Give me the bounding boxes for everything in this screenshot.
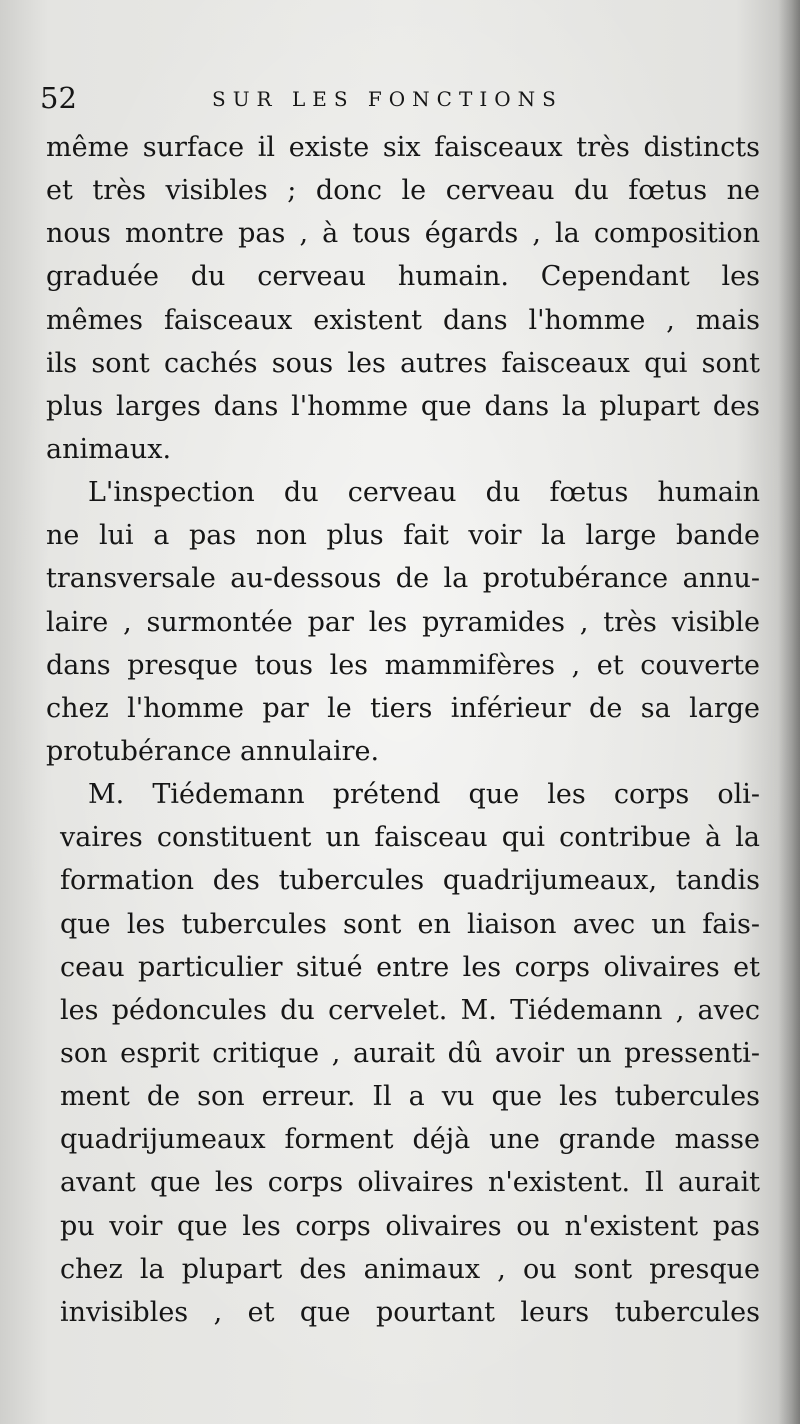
text-line: plus larges dans l'homme que dans la plupart des [46,390,760,422]
text-line: protubérance annulaire. [46,735,380,767]
body-text [46,126,760,1334]
text-line: transversale au-dessous de la protubérance annu- [46,563,760,595]
text-line: animaux. [46,433,172,465]
page-number: 52 [40,81,77,115]
text-line: vaires constituent un faisceau qui contribue à la [60,822,760,854]
text-line: pu voir que les corps olivaires ou n'existent pas [60,1210,760,1242]
text-line: que les tubercules sont en liaison avec un fais- [60,908,760,940]
text-line: ne lui a pas non plus fait voir la large bande [46,520,760,552]
text-line: dans presque tous les mammifères , et couverte [46,649,760,681]
text-line: chez l'homme par le tiers inférieur de sa large [46,692,760,724]
text-line: quadrijumeaux forment déjà une grande masse [60,1124,760,1156]
text-line: nous montre pas , à tous égards , la composition [46,218,760,250]
text-line: ment de son erreur. Il a vu que les tubercules [60,1081,760,1113]
text-line: graduée du cerveau humain. Cependant les [46,261,760,293]
text-line: avant que les corps olivaires n'existent. Il aurait [60,1167,760,1199]
text-line: ils sont cachés sous les autres faisceaux qui sont [46,347,760,379]
paragraph-first-line: M. Tiédemann prétend que les corps oli- [88,779,760,811]
text-line: mêmes faisceaux existent dans l'homme , mais [46,304,760,336]
text-line: formation des tubercules quadrijumeaux, tandis [60,865,760,897]
text-line: ceau particulier situé entre les corps olivaires et [60,951,760,983]
running-head: SUR LES FONCTIONS [212,87,563,111]
text-line: les pédoncules du cervelet. M. Tiédemann , avec [60,994,760,1026]
text-line: même surface il existe six faisceaux très distincts [46,132,760,163]
text-line: et très visibles ; donc le cerveau du fœtus ne [46,175,760,207]
text-line: laire , surmontée par les pyramides , très visible [46,606,760,638]
text-line: son esprit critique , aurait dû avoir un pressenti- [60,1037,760,1069]
text-line: chez la plupart des animaux , ou sont presque [60,1253,760,1285]
text-line: invisibles , et que pourtant leurs tubercules [60,1296,760,1328]
page-header [40,80,770,120]
paragraph-first-line: L'inspection du cerveau du fœtus humain [88,477,760,509]
page-edge-shadow [778,0,800,1424]
